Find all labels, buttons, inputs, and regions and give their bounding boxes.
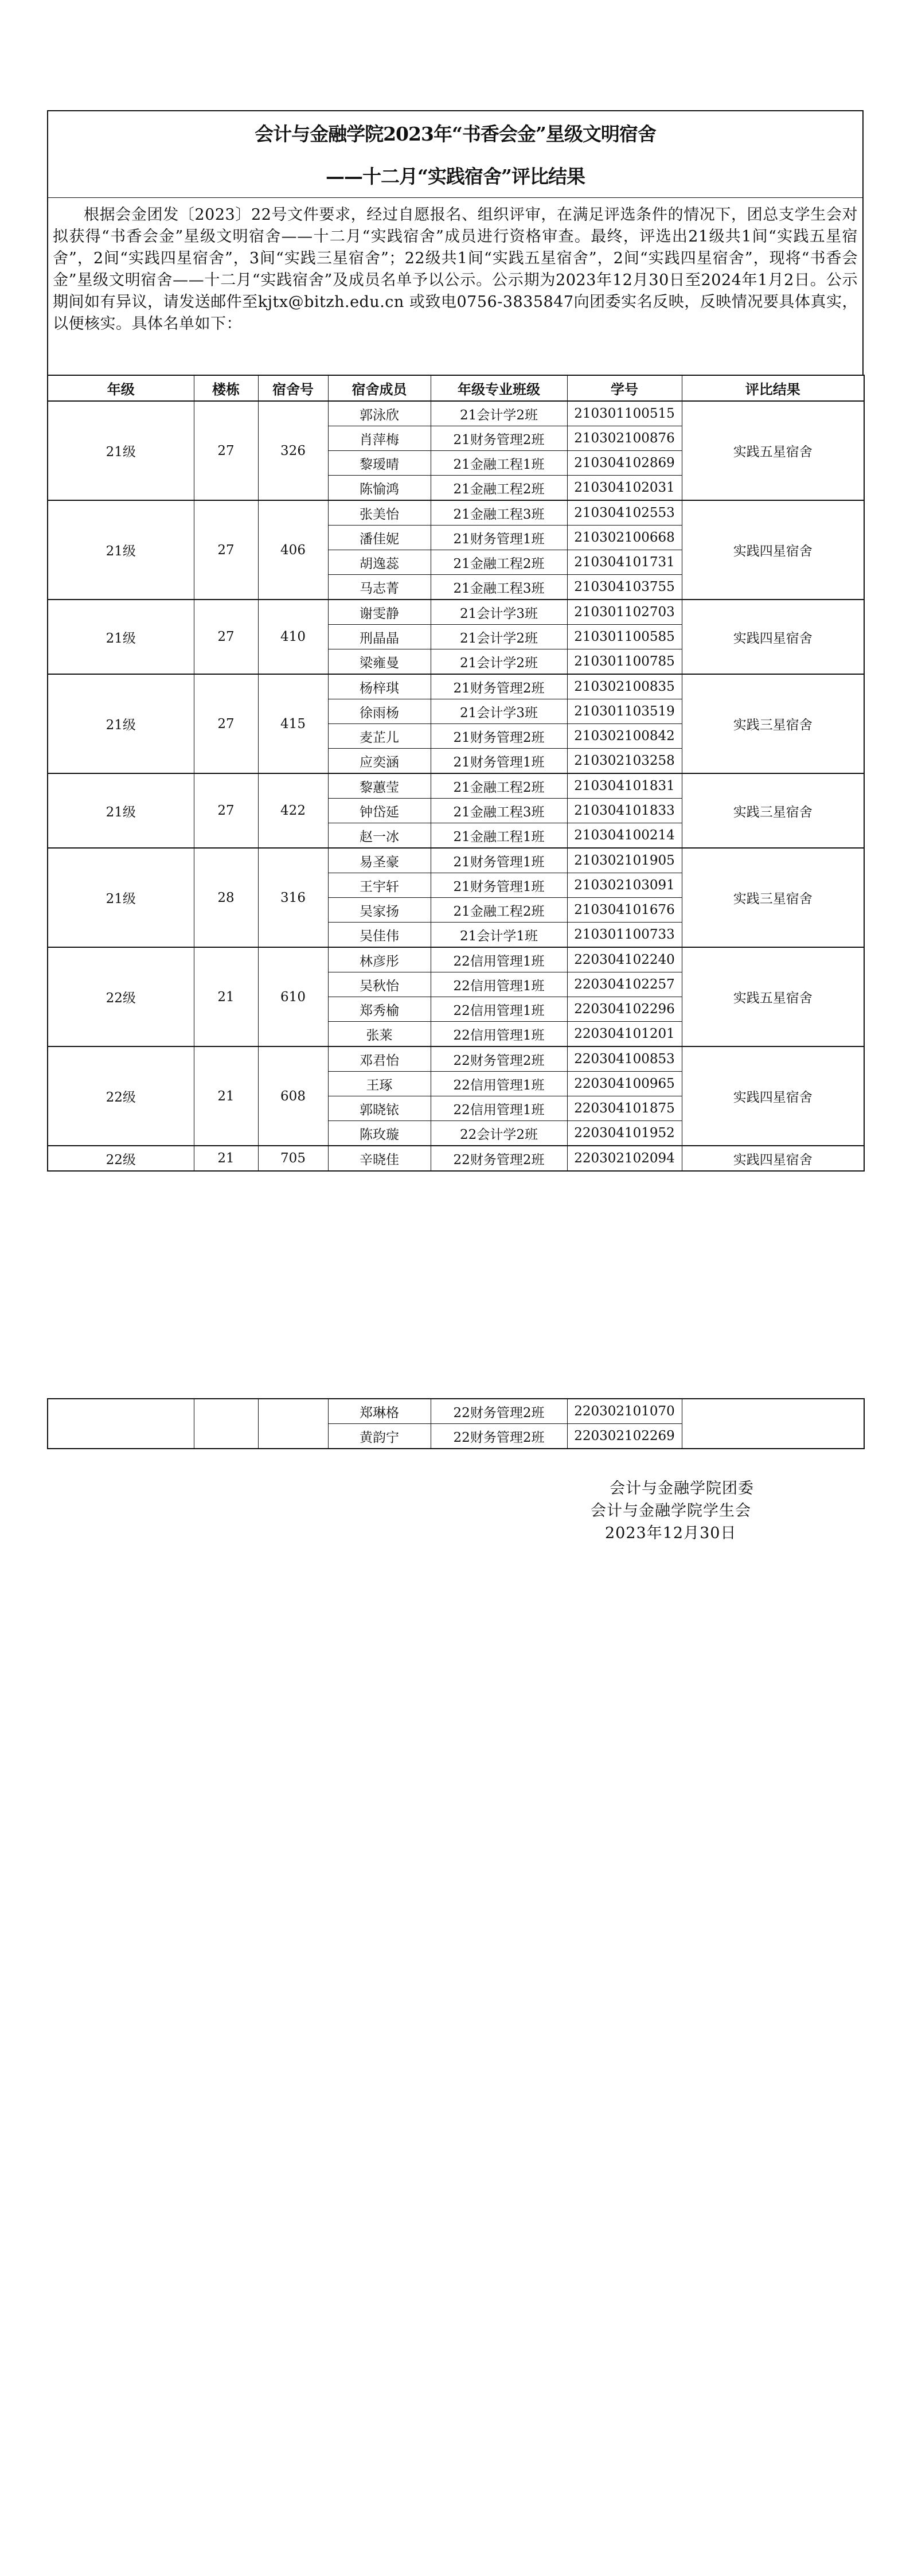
student-id-cell: 210304101831: [567, 773, 682, 799]
member-name-cell: 谢雯静: [328, 600, 431, 625]
header-class: 年级专业班级: [431, 375, 567, 401]
member-name-cell: 张美怡: [328, 500, 431, 526]
results-table-continuation: [47, 1398, 865, 1449]
header-room: 宿舍号: [258, 375, 328, 401]
member-name-cell: 陈愉鸿: [328, 476, 431, 501]
member-name-cell: 郭晓铱: [328, 1096, 431, 1121]
student-id-cell: 210304102031: [567, 476, 682, 501]
table-row: [48, 674, 864, 699]
table-row: [48, 1046, 864, 1072]
member-class-cell: 21金融工程3班: [431, 575, 567, 600]
member-class-cell: 22信用管理1班: [431, 972, 567, 997]
result-cell: 实践四星宿舍: [682, 500, 864, 600]
student-id-cell: 220304102257: [567, 972, 682, 997]
member-class-cell: 21金融工程1班: [431, 451, 567, 476]
page-subtitle: ——十二月“实践宿舍”评比结果: [326, 165, 585, 188]
intro-section: [47, 197, 864, 375]
member-name-cell: 黎瑷晴: [328, 451, 431, 476]
member-name-cell: 胡逸蕊: [328, 550, 431, 575]
page-title: 会计与金融学院2023年“书香会金”星级文明宿舍: [255, 123, 656, 145]
grade-cell: [48, 1399, 194, 1449]
room-cell: 326: [258, 401, 328, 500]
member-class-cell: 21财务管理1班: [431, 873, 567, 898]
building-cell: 21: [194, 947, 258, 1046]
results-table: [47, 375, 865, 1172]
result-cell: 实践五星宿舍: [682, 401, 864, 500]
member-class-cell: 22财务管理2班: [431, 1046, 567, 1072]
grade-cell: 21级: [48, 848, 194, 947]
member-name-cell: 梁雍曼: [328, 649, 431, 675]
student-id-cell: 220304100853: [567, 1046, 682, 1072]
signature-org-student-union: 会计与金融学院学生会: [591, 1502, 751, 1520]
student-id-cell: 220302102094: [567, 1146, 682, 1171]
member-name-cell: 林彦彤: [328, 947, 431, 972]
room-cell: 406: [258, 500, 328, 600]
member-name-cell: 吴家扬: [328, 898, 431, 923]
room-cell: 608: [258, 1046, 328, 1146]
room-cell: 422: [258, 773, 328, 848]
result-cell: 实践五星宿舍: [682, 947, 864, 1046]
student-id-cell: 210302100842: [567, 724, 682, 749]
student-id-cell: 210301103519: [567, 699, 682, 724]
student-id-cell: 210301100585: [567, 625, 682, 649]
member-name-cell: 吴佳伟: [328, 923, 431, 948]
member-class-cell: 21财务管理1班: [431, 848, 567, 873]
member-class-cell: 21会计学3班: [431, 699, 567, 724]
student-id-cell: 210304101676: [567, 898, 682, 923]
member-class-cell: 22信用管理1班: [431, 1072, 567, 1096]
building-cell: 27: [194, 600, 258, 674]
member-class-cell: 21财务管理1班: [431, 749, 567, 774]
member-name-cell: 肖萍梅: [328, 426, 431, 451]
result-cell: 实践三星宿舍: [682, 848, 864, 947]
member-name-cell: 王宇轩: [328, 873, 431, 898]
grade-cell: 21级: [48, 401, 194, 500]
student-id-cell: 220304101875: [567, 1096, 682, 1121]
table-row: [48, 401, 864, 426]
member-name-cell: 刑晶晶: [328, 625, 431, 649]
table-row: [48, 600, 864, 625]
grade-cell: 21级: [48, 500, 194, 600]
building-cell: 21: [194, 1146, 258, 1171]
intro-paragraph: 根据会金团发〔2023〕22号文件要求，经过自愿报名、组织评审，在满足评选条件的情况下，团总支学生会对拟获得“书香会金”星级文明宿舍——十二月“实践宿舍”成员进行资格审查。最终，评选出21级共1间“实践五星宿舍”，2间“实践四星宿舍”，3间“实践三星宿舍”；22级共1间“实践五星宿舍”，2间“实践四星宿舍”，现将“书香会金”星级文明宿舍——十二月“实践宿舍”及成员名单予以公示。公示期为2023年12月30日至2024年1月2日。公示期间如有异议，请发送邮件至kjtx@bitzh.edu.cn 或致电0756-3835847向团委实名反映，反映情况要具体真实，以便核实。具体名单如下：: [53, 206, 858, 333]
member-name-cell: 徐雨杨: [328, 699, 431, 724]
student-id-cell: 210304102553: [567, 500, 682, 526]
student-id-cell: 210304102869: [567, 451, 682, 476]
table-row: [48, 500, 864, 526]
table-row: [48, 947, 864, 972]
signature-org-league: 会计与金融学院团委: [610, 1480, 754, 1497]
member-class-cell: 22财务管理2班: [431, 1399, 567, 1424]
member-class-cell: 21金融工程2班: [431, 773, 567, 799]
table-row: [48, 848, 864, 873]
member-name-cell: 陈玫璇: [328, 1121, 431, 1146]
student-id-cell: 210302100876: [567, 426, 682, 451]
member-class-cell: 22财务管理2班: [431, 1424, 567, 1449]
member-name-cell: 吴秋怡: [328, 972, 431, 997]
student-id-cell: 210302103258: [567, 749, 682, 774]
member-class-cell: 21金融工程3班: [431, 799, 567, 823]
member-class-cell: 21金融工程1班: [431, 823, 567, 849]
student-id-cell: 210304103755: [567, 575, 682, 600]
member-class-cell: 22信用管理1班: [431, 997, 567, 1022]
student-id-cell: 210302100668: [567, 526, 682, 550]
room-cell: 705: [258, 1146, 328, 1171]
member-class-cell: 21财务管理1班: [431, 526, 567, 550]
member-name-cell: 王琢: [328, 1072, 431, 1096]
member-name-cell: 潘佳妮: [328, 526, 431, 550]
student-id-cell: 220304102296: [567, 997, 682, 1022]
member-name-cell: 马志菁: [328, 575, 431, 600]
student-id-cell: 220302101070: [567, 1399, 682, 1424]
header-student-id: 学号: [567, 375, 682, 401]
student-id-cell: 210304101833: [567, 799, 682, 823]
grade-cell: 22级: [48, 1146, 194, 1171]
member-name-cell: 赵一冰: [328, 823, 431, 849]
member-class-cell: 21金融工程3班: [431, 500, 567, 526]
member-name-cell: 麦芷儿: [328, 724, 431, 749]
member-class-cell: 21会计学1班: [431, 923, 567, 948]
student-id-cell: 210301100785: [567, 649, 682, 675]
student-id-cell: 220304102240: [567, 947, 682, 972]
member-class-cell: 22会计学2班: [431, 1121, 567, 1146]
room-cell: [258, 1399, 328, 1449]
building-cell: [194, 1399, 258, 1449]
member-class-cell: 22信用管理1班: [431, 1096, 567, 1121]
member-class-cell: 21会计学2班: [431, 649, 567, 675]
student-id-cell: 210302103091: [567, 873, 682, 898]
student-id-cell: 220302102269: [567, 1424, 682, 1449]
student-id-cell: 210304100214: [567, 823, 682, 849]
member-name-cell: 应奕涵: [328, 749, 431, 774]
result-cell: 实践四星宿舍: [682, 1046, 864, 1146]
member-class-cell: 22信用管理1班: [431, 1022, 567, 1047]
member-class-cell: 21财务管理2班: [431, 426, 567, 451]
result-cell: 实践三星宿舍: [682, 674, 864, 773]
member-class-cell: 21会计学2班: [431, 401, 567, 426]
grade-cell: 21级: [48, 674, 194, 773]
member-class-cell: 21金融工程2班: [431, 550, 567, 575]
room-cell: 415: [258, 674, 328, 773]
student-id-cell: 210301100515: [567, 401, 682, 426]
member-class-cell: 21会计学3班: [431, 600, 567, 625]
member-name-cell: 郭泳欣: [328, 401, 431, 426]
student-id-cell: 220304100965: [567, 1072, 682, 1096]
member-name-cell: 辛晓佳: [328, 1146, 431, 1171]
member-class-cell: 21会计学2班: [431, 625, 567, 649]
building-cell: 27: [194, 500, 258, 600]
result-cell: 实践三星宿舍: [682, 773, 864, 848]
grade-cell: 21级: [48, 600, 194, 674]
header-members: 宿舍成员: [328, 375, 431, 401]
member-name-cell: 郑琳格: [328, 1399, 431, 1424]
member-class-cell: 21财务管理2班: [431, 674, 567, 699]
student-id-cell: 220304101201: [567, 1022, 682, 1047]
result-cell: [682, 1399, 864, 1449]
member-name-cell: 郑秀榆: [328, 997, 431, 1022]
signature-date: 2023年12月30日: [605, 1524, 737, 1542]
member-name-cell: 黎蕙莹: [328, 773, 431, 799]
member-name-cell: 杨梓琪: [328, 674, 431, 699]
table-header-row: [48, 375, 864, 401]
student-id-cell: 210301100733: [567, 923, 682, 948]
student-id-cell: 210301102703: [567, 600, 682, 625]
header-building: 楼栋: [194, 375, 258, 401]
building-cell: 27: [194, 674, 258, 773]
member-name-cell: 黄韵宁: [328, 1424, 431, 1449]
member-name-cell: 钟岱延: [328, 799, 431, 823]
member-class-cell: 21金融工程2班: [431, 476, 567, 501]
student-id-cell: 210302100835: [567, 674, 682, 699]
result-cell: 实践四星宿舍: [682, 600, 864, 674]
student-id-cell: 220304101952: [567, 1121, 682, 1146]
member-class-cell: 22信用管理1班: [431, 947, 567, 972]
building-cell: 28: [194, 848, 258, 947]
grade-cell: 21级: [48, 773, 194, 848]
header-result: 评比结果: [682, 375, 864, 401]
room-cell: 410: [258, 600, 328, 674]
table-row: [48, 1399, 864, 1424]
header-grade: 年级: [48, 375, 194, 401]
member-name-cell: 邓君怡: [328, 1046, 431, 1072]
room-cell: 610: [258, 947, 328, 1046]
result-cell: 实践四星宿舍: [682, 1146, 864, 1171]
member-name-cell: 张莱: [328, 1022, 431, 1047]
grade-cell: 22级: [48, 947, 194, 1046]
member-class-cell: 21金融工程2班: [431, 898, 567, 923]
building-cell: 21: [194, 1046, 258, 1146]
room-cell: 316: [258, 848, 328, 947]
table-row: [48, 773, 864, 799]
member-class-cell: 22财务管理2班: [431, 1146, 567, 1171]
student-id-cell: 210304101731: [567, 550, 682, 575]
building-cell: 27: [194, 401, 258, 500]
student-id-cell: 210302101905: [567, 848, 682, 873]
title-box: [47, 110, 864, 198]
grade-cell: 22级: [48, 1046, 194, 1146]
member-class-cell: 21财务管理2班: [431, 724, 567, 749]
member-name-cell: 易圣豪: [328, 848, 431, 873]
building-cell: 27: [194, 773, 258, 848]
table-row: [48, 1146, 864, 1171]
